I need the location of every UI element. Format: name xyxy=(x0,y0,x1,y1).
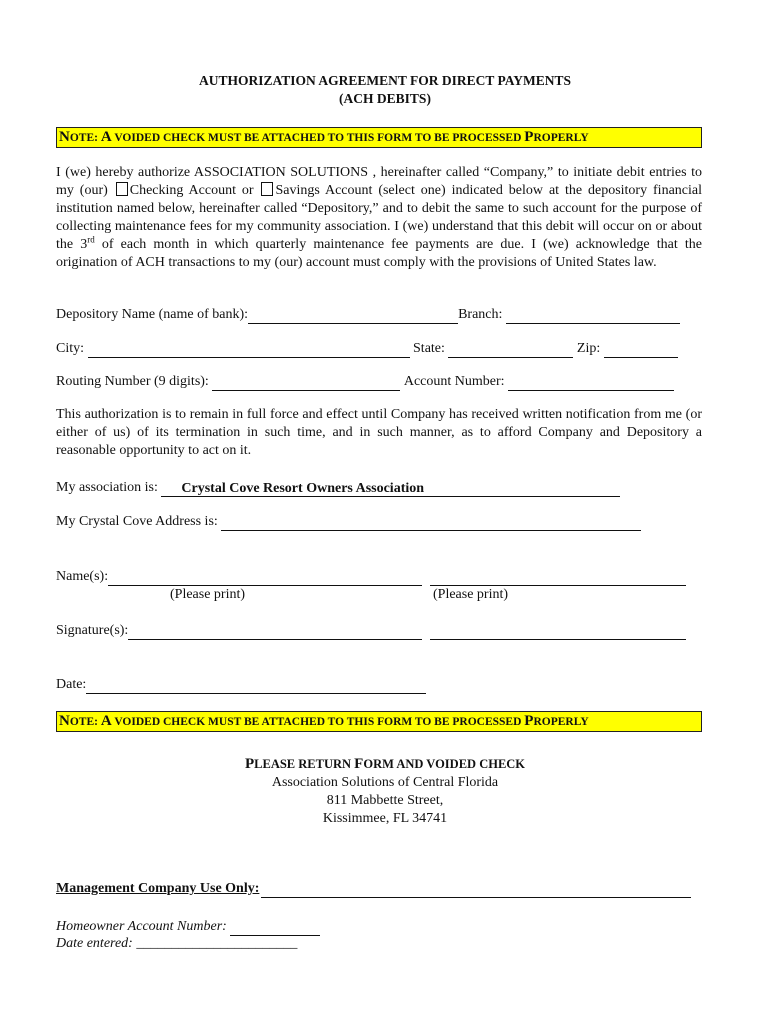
note-text: VOIDED CHECK MUST BE ATTACHED TO THIS FORM TO BE PROCESSED xyxy=(111,716,525,728)
state-field[interactable] xyxy=(448,343,573,358)
names-label: Name(s): xyxy=(56,569,109,584)
savings-account-checkbox[interactable] xyxy=(261,182,273,196)
return-instructions-heading xyxy=(0,755,770,773)
routing-number-field[interactable] xyxy=(212,376,400,391)
association-line-tail xyxy=(424,482,620,497)
date-field[interactable] xyxy=(86,679,426,694)
please-print-1: (Please print) xyxy=(170,587,246,602)
homeowner-account-field[interactable] xyxy=(230,921,320,936)
note-letter: N xyxy=(59,713,70,729)
city-row xyxy=(56,340,716,360)
routing-number-label: Routing Number (9 digits): xyxy=(56,374,209,389)
address-label: My Crystal Cove Address is: xyxy=(56,514,218,529)
authorization-text: Savings Account (select one) indicated below at the depository financial institution named below, hereinafter called “Depository,” and to debit the same to such account for the purpose of collecting maintenance fees for my community association. I (we) understand that this debit will occur on or about the 3 xyxy=(56,183,702,252)
city-field[interactable] xyxy=(88,343,410,358)
management-use-label: Management Company Use Only: xyxy=(56,881,260,896)
note-text: VOIDED CHECK MUST BE ATTACHED TO THIS FORM TO BE PROCESSED xyxy=(111,132,525,144)
association-row xyxy=(56,479,716,499)
homeowner-account-row xyxy=(56,918,320,936)
signature-field-1[interactable] xyxy=(128,625,422,640)
account-number-label: Account Number: xyxy=(403,374,505,389)
note-text: ROPERLY xyxy=(533,132,589,144)
note-text: ROPERLY xyxy=(533,716,589,728)
city-label: City: xyxy=(56,341,85,356)
association-value[interactable]: Crystal Cove Resort Owners Association xyxy=(181,481,425,496)
authorization-text: I (we) hereby authorize ASSOCIATION SOLUTIONS , hereinafter called “Company,” to initiate debit entries to my (our) xyxy=(56,165,702,198)
account-number-field[interactable] xyxy=(508,376,674,391)
return-letter: F xyxy=(354,756,364,772)
form-title xyxy=(0,72,770,108)
depository-row xyxy=(56,306,716,326)
form-title-line2: (ACH DEBITS) xyxy=(339,91,431,106)
return-address-line2: 811 Mabbette Street, xyxy=(326,793,444,808)
management-use-field[interactable] xyxy=(261,883,691,898)
checking-account-label: Checking Account or xyxy=(129,183,254,198)
association-line-lead xyxy=(161,482,181,497)
name-field-2[interactable] xyxy=(430,571,686,586)
zip-field[interactable] xyxy=(604,343,678,358)
date-entered-field[interactable]: _______________________ xyxy=(136,936,298,951)
ordinal-suffix: rd xyxy=(87,234,95,245)
note-letter: N xyxy=(59,129,70,145)
voided-check-note-bottom xyxy=(56,711,702,732)
routing-row xyxy=(56,373,716,393)
signature-row xyxy=(56,622,716,642)
signature-field-2[interactable] xyxy=(430,625,686,640)
note-letter: A xyxy=(100,129,112,145)
management-use-row xyxy=(56,880,716,898)
form-title-line1: AUTHORIZATION AGREEMENT FOR DIRECT PAYMENTS xyxy=(198,73,572,88)
full-force-paragraph: This authorization is to remain in full force and effect until Company has received written notification from me (or either of us) of its termination in such time, and in such manner, as to afford Company and Depository a reasonable opportunity to act on it. xyxy=(56,407,702,458)
authorization-text: of each month in which quarterly maintenance fee payments are due. I (we) acknowledge that the origination of ACH transactions to my (our) account must comply with the provisions of United States law. xyxy=(56,237,702,270)
address-row xyxy=(56,513,716,533)
date-label: Date: xyxy=(56,677,87,692)
return-address-line3: Kissimmee, FL 34741 xyxy=(322,811,448,826)
date-entered-label: Date entered: xyxy=(56,936,133,951)
return-address-line1: Association Solutions of Central Florida xyxy=(271,775,499,790)
zip-label: Zip: xyxy=(576,341,601,356)
homeowner-account-label: Homeowner Account Number: xyxy=(56,919,227,934)
please-print-2: (Please print) xyxy=(433,587,509,602)
note-letter: P xyxy=(524,129,534,145)
association-label: My association is: xyxy=(56,480,158,495)
date-row xyxy=(56,676,716,696)
branch-label: Branch: xyxy=(458,307,503,322)
note-text: OTE: xyxy=(69,132,101,144)
return-text: LEASE RETURN xyxy=(254,757,355,771)
voided-check-note-top xyxy=(56,127,702,148)
note-text: OTE: xyxy=(69,716,101,728)
note-letter: P xyxy=(524,713,534,729)
depository-name-label: Depository Name (name of bank): xyxy=(56,307,249,322)
note-letter: A xyxy=(100,713,112,729)
state-label: State: xyxy=(413,341,445,356)
signature-label: Signature(s): xyxy=(56,623,129,638)
return-letter: P xyxy=(244,756,255,772)
date-entered-row xyxy=(56,935,297,953)
depository-name-field[interactable] xyxy=(248,309,458,324)
address-field[interactable] xyxy=(221,516,641,531)
authorization-paragraph xyxy=(56,164,702,272)
names-row xyxy=(56,568,716,588)
return-text: ORM AND VOIDED CHECK xyxy=(363,757,526,771)
name-field-1[interactable] xyxy=(108,571,422,586)
checking-account-checkbox[interactable] xyxy=(116,182,128,196)
branch-field[interactable] xyxy=(506,309,680,324)
